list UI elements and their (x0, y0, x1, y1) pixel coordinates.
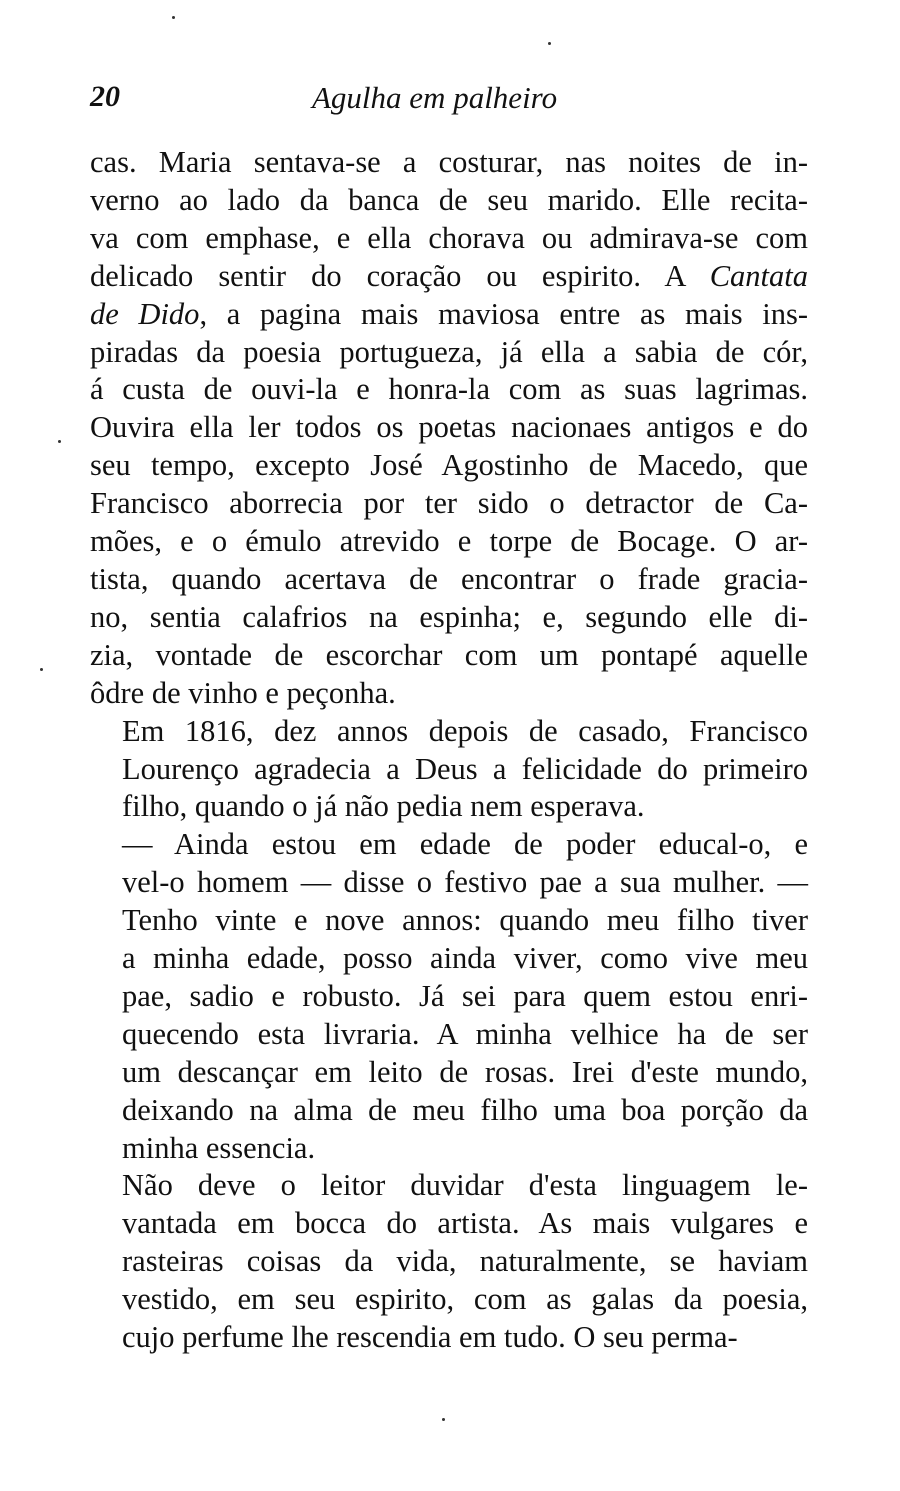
text-line: vantada em bocca do artista. As mais vulgares e (122, 1206, 808, 1241)
text-line: mões, e o émulo atrevido e torpe de Bocage. O ar- (90, 524, 808, 559)
text-line: seu tempo, excepto José Agostinho de Macedo, que (90, 448, 808, 483)
italic-title: de Dido (90, 296, 200, 331)
running-title: Agulha em palheiro (312, 80, 558, 115)
text-line: quecendo esta livraria. A minha velhice ha de ser (122, 1016, 808, 1051)
scan-speck (548, 42, 551, 45)
text-line: cujo perfume lhe rescendia em tudo. O seu perma- (122, 1320, 738, 1355)
italic-title: Cantata (709, 258, 808, 293)
page-header (90, 80, 810, 120)
scan-speck (58, 440, 61, 443)
text-line: cas. Maria sentava-se a costurar, nas noites de in- (90, 145, 808, 179)
text-line: Não deve o leitor duvidar d'esta linguagem le- (122, 1168, 808, 1203)
text-line: — Ainda estou em edade de poder educal-o, e (122, 827, 808, 862)
text-line: deixando na alma de meu filho uma boa porção da (122, 1092, 808, 1127)
body-text (90, 144, 808, 1357)
text-line: filho, quando o já não pedia nem esperava. (122, 789, 645, 824)
text-line: minha essencia. (122, 1130, 316, 1165)
text-line: tista, quando acertava de encontrar o frade gracia- (90, 561, 808, 596)
text-line: verno ao lado da banca de seu marido. Elle recita- (90, 182, 808, 217)
scan-speck (442, 1418, 445, 1421)
text-line: Lourenço agradecia a Deus a felicidade do primeiro (122, 751, 808, 786)
text-line: piradas da poesia portugueza, já ella a sabia de cór, (90, 334, 808, 369)
scan-speck (40, 668, 43, 671)
text-line: Francisco aborrecia por ter sido o detractor de Ca- (90, 486, 808, 521)
paragraph (90, 713, 808, 827)
text-line: no, sentia calafrios na espinha; e, segundo elle di- (90, 599, 808, 634)
paragraph (90, 144, 808, 713)
text-line: de Dido, a pagina mais maviosa entre as mais ins- (90, 296, 808, 331)
text-line: vel-o homem — disse o festivo pae a sua mulher. — (122, 865, 808, 900)
paragraph (90, 826, 808, 1167)
paragraph (90, 1167, 808, 1357)
text-line: ôdre de vinho e peçonha. (90, 675, 396, 710)
text-line: rasteiras coisas da vida, naturalmente, se haviam (122, 1244, 808, 1279)
text-line: Tenho vinte e nove annos: quando meu filho tiver (122, 903, 808, 938)
text-line: a minha edade, posso ainda viver, como vive meu (122, 941, 808, 976)
text-line: Em 1816, dez annos depois de casado, Francisco (122, 713, 808, 748)
text-line: va com emphase, e ella chorava ou admirava-se com (90, 220, 808, 255)
text-line: pae, sadio e robusto. Já sei para quem estou enri- (122, 978, 808, 1013)
text-line: zia, vontade de escorchar com um pontapé aquelle (90, 637, 808, 672)
text-line: delicado sentir do coração ou espirito. A Cantata (90, 258, 808, 293)
page-number: 20 (90, 80, 120, 113)
scan-speck (172, 16, 175, 19)
text-line: vestido, em seu espirito, com as galas da poesia, (122, 1282, 808, 1317)
text-line: um descançar em leito de rosas. Irei d'este mundo, (122, 1054, 808, 1089)
text-line: Ouvira ella ler todos os poetas nacionaes antigos e do (90, 410, 808, 445)
text-line: á custa de ouvi-la e honra-la com as suas lagrimas. (90, 372, 808, 407)
